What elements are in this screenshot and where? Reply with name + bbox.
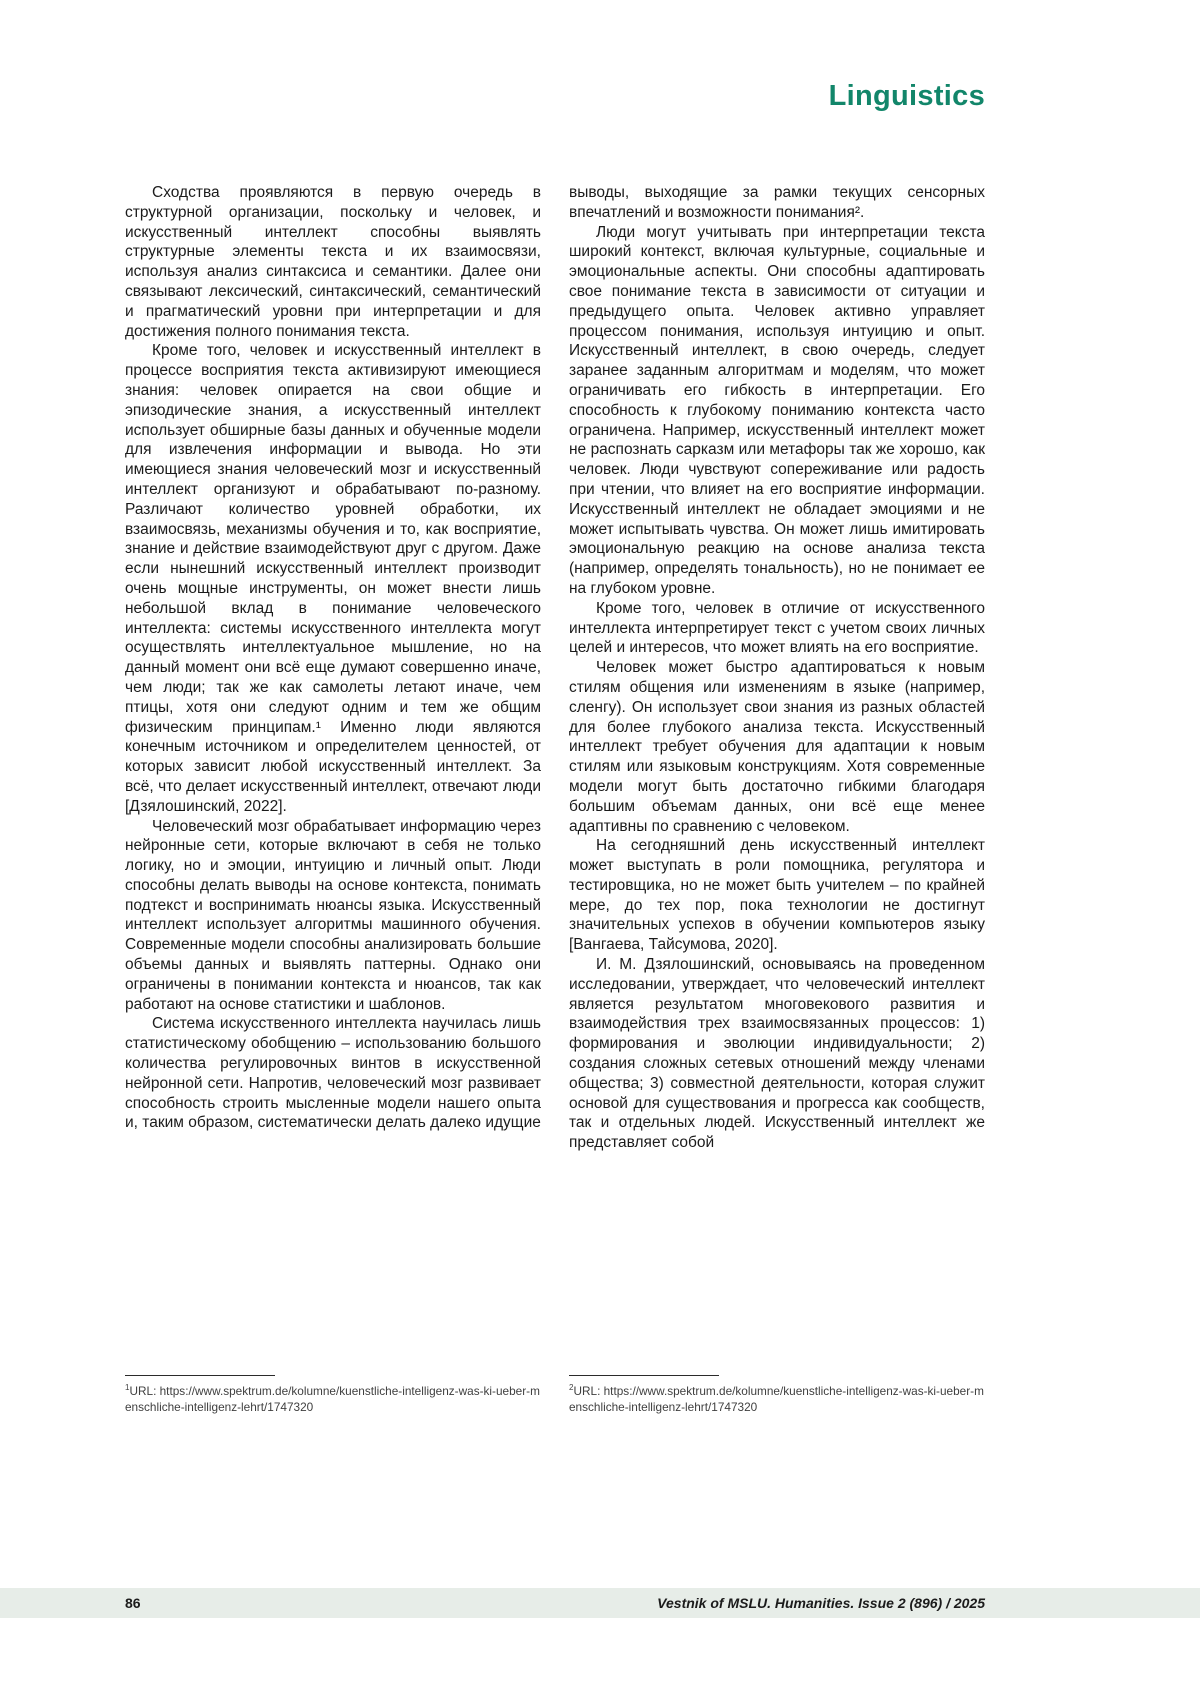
paragraph: На сегодняшний день искусственный интеллект может выступать в роли помощника, регулятора и тестировщика, но не может быть учителем – по крайней мере, до тех пор, пока технологии не достигнут значительных успехов в обучении компьютеров языку [Вангаева, Тайсумова, 2020]. xyxy=(569,837,985,954)
paragraph: Человеческий мозг обрабатывает информацию через нейронные сети, которые включают в себя не только логику, но и эмоции, интуицию и личный опыт. Люди способны делать выводы на основе контекста, понимать подтекст и воспринимать нюансы языка. Искусственный интеллект использует алгоритмы машинного обучения. Современные модели способны анализировать большие объемы данных и выявлять паттерны. Однако они ограничены в понимании контекста и нюансов, так как работают на основе статистики и шаблонов. xyxy=(125,817,541,1013)
paragraph: Человек может быстро адаптироваться к новым стилям общения или изменениям в языке (например, сленгу). Он использует свои знания из разных областей для более глубокого анализа текста. Искусственный интеллект требует обучения для адаптации к новым стилям или языковым конструкциям. Хотя современные модели могут быть достаточно гибкими благодаря большим объемам данных, они всё еще менее адаптивны по сравнению с человеком. xyxy=(569,659,985,835)
left-footnote xyxy=(125,1375,541,1415)
paragraph: Кроме того, человек в отличие от искусственного интеллекта интерпретирует текст с учетом своих личных целей и интересов, что может влиять на его восприятие. xyxy=(569,599,985,657)
footnote-text: URL: https://www.spektrum.de/kolumne/kuenstliche-intelligenz-was-ki-ueber-menschliche-intelligenz-lehrt/1747320 xyxy=(125,1384,540,1414)
left-column-text xyxy=(125,183,541,1363)
article-body xyxy=(125,183,985,1415)
paragraph: выводы, выходящие за рамки текущих сенсорных впечатлений и возможности понимания². xyxy=(569,184,985,221)
paragraph: Кроме того, человек и искусственный интеллект в процессе восприятия текста активизируют имеющиеся знания: человек опирается на свои общие и эпизодические знания, а искусственный интеллект использует обширные базы данных и обученные модели для извлечения информации и вывода. Но эти имеющиеся знания человеческий мозг и искусственный интеллект организуют и обрабатывают по-разному. Различают количество уровней обработки, их взаимосвязь, механизмы обучения и то, как восприятие, знание и действие взаимодействуют друг с другом. Даже если нынешний искусственный интеллект производит очень мощные инструменты, он может внести лишь небольшой вклад в понимание человеческого интеллекта: системы искусственного интеллекта могут осуществлять интеллектуальное мышление, но на данный момент они всё еще думают совершенно иначе, чем люди; так же как самолеты летают иначе, чем птицы, хотя они следуют одним и тем же общим физическим принципам.¹ Именно люди являются конечным источником и определителем ценностей, от которых зависит любой искусственный интеллект. За всё, что делает искусственный интеллект, отвечают люди [Дзялошинский, 2022]. xyxy=(125,342,541,815)
footer-inner xyxy=(0,1595,1200,1611)
left-column xyxy=(125,183,541,1415)
paragraph: И. М. Дзялошинский, основываясь на проведенном исследовании, утверждает, что человеческий интеллект является результатом многовекового развития и взаимодействия трех взаимосвязанных процессов: 1) формирования и эволюции индивидуальности; 2) создания сложных сетевых отношений между членами общества; 3) совместной деятельности, которая служит основой для существования и прогресса как сообществ, так и отдельных людей. Искусственный интеллект же представляет собой xyxy=(569,956,985,1152)
footnote-marker: 2 xyxy=(569,1383,574,1393)
journal-reference: Vestnik of MSLU. Humanities. Issue 2 (896) / 2025 xyxy=(657,1595,985,1611)
section-label: Linguistics xyxy=(828,80,985,112)
right-footnote xyxy=(569,1375,985,1415)
footnote-separator xyxy=(569,1375,719,1376)
page-header xyxy=(125,80,985,113)
paragraph: Люди могут учитывать при интерпретации текста широкий контекст, включая культурные, социальные и эмоциональные аспекты. Они способны адаптировать свое понимание текста в зависимости от ситуации и предыдущего опыта. Человек активно управляет процессом понимания, используя интуицию и опыт. Искусственный интеллект, в свою очередь, следует заранее заданным алгоритмам и моделям, что может ограничивать его гибкость в интерпретации. Его способность к глубокому пониманию контекста часто ограничена. Например, искусственный интеллект может не распознать сарказм или метафоры так же хорошо, как человек. Люди чувствуют сопереживание или радость при чтении, что влияет на его восприятие информации. Искусственный интеллект не обладает эмоциями и не может испытывать чувства. Он может лишь имитировать эмоциональную реакцию на основе анализа текста (например, определять тональность), но не понимает ее на глубоком уровне. xyxy=(569,223,985,597)
footnote-marker: 1 xyxy=(125,1383,130,1393)
page-footer xyxy=(0,1588,1200,1618)
footnote-text: URL: https://www.spektrum.de/kolumne/kuenstliche-intelligenz-was-ki-ueber-menschliche-intelligenz-lehrt/1747320 xyxy=(569,1384,984,1414)
paragraph: Система искусственного интеллекта научилась лишь статистическому обобщению – использованию большого количества регулировочных винтов в искусственной нейронной сети. Напротив, человеческий мозг развивает способность строить мысленные модели нашего опыта и, таким образом, систематически делать далеко идущие xyxy=(125,1015,541,1132)
footnote-separator xyxy=(125,1375,275,1376)
right-column-text xyxy=(569,183,985,1363)
right-column xyxy=(569,183,985,1415)
paragraph: Сходства проявляются в первую очередь в структурной организации, поскольку и человек, и искусственный интеллект способны выявлять структурные элементы текста и их взаимосвязи, используя анализ синтаксиса и семантики. Далее они связывают лексический, синтаксический, семантический и прагматический уровни при интерпретации и для достижения полного понимания текста. xyxy=(125,184,541,340)
page-number: 86 xyxy=(125,1595,141,1611)
